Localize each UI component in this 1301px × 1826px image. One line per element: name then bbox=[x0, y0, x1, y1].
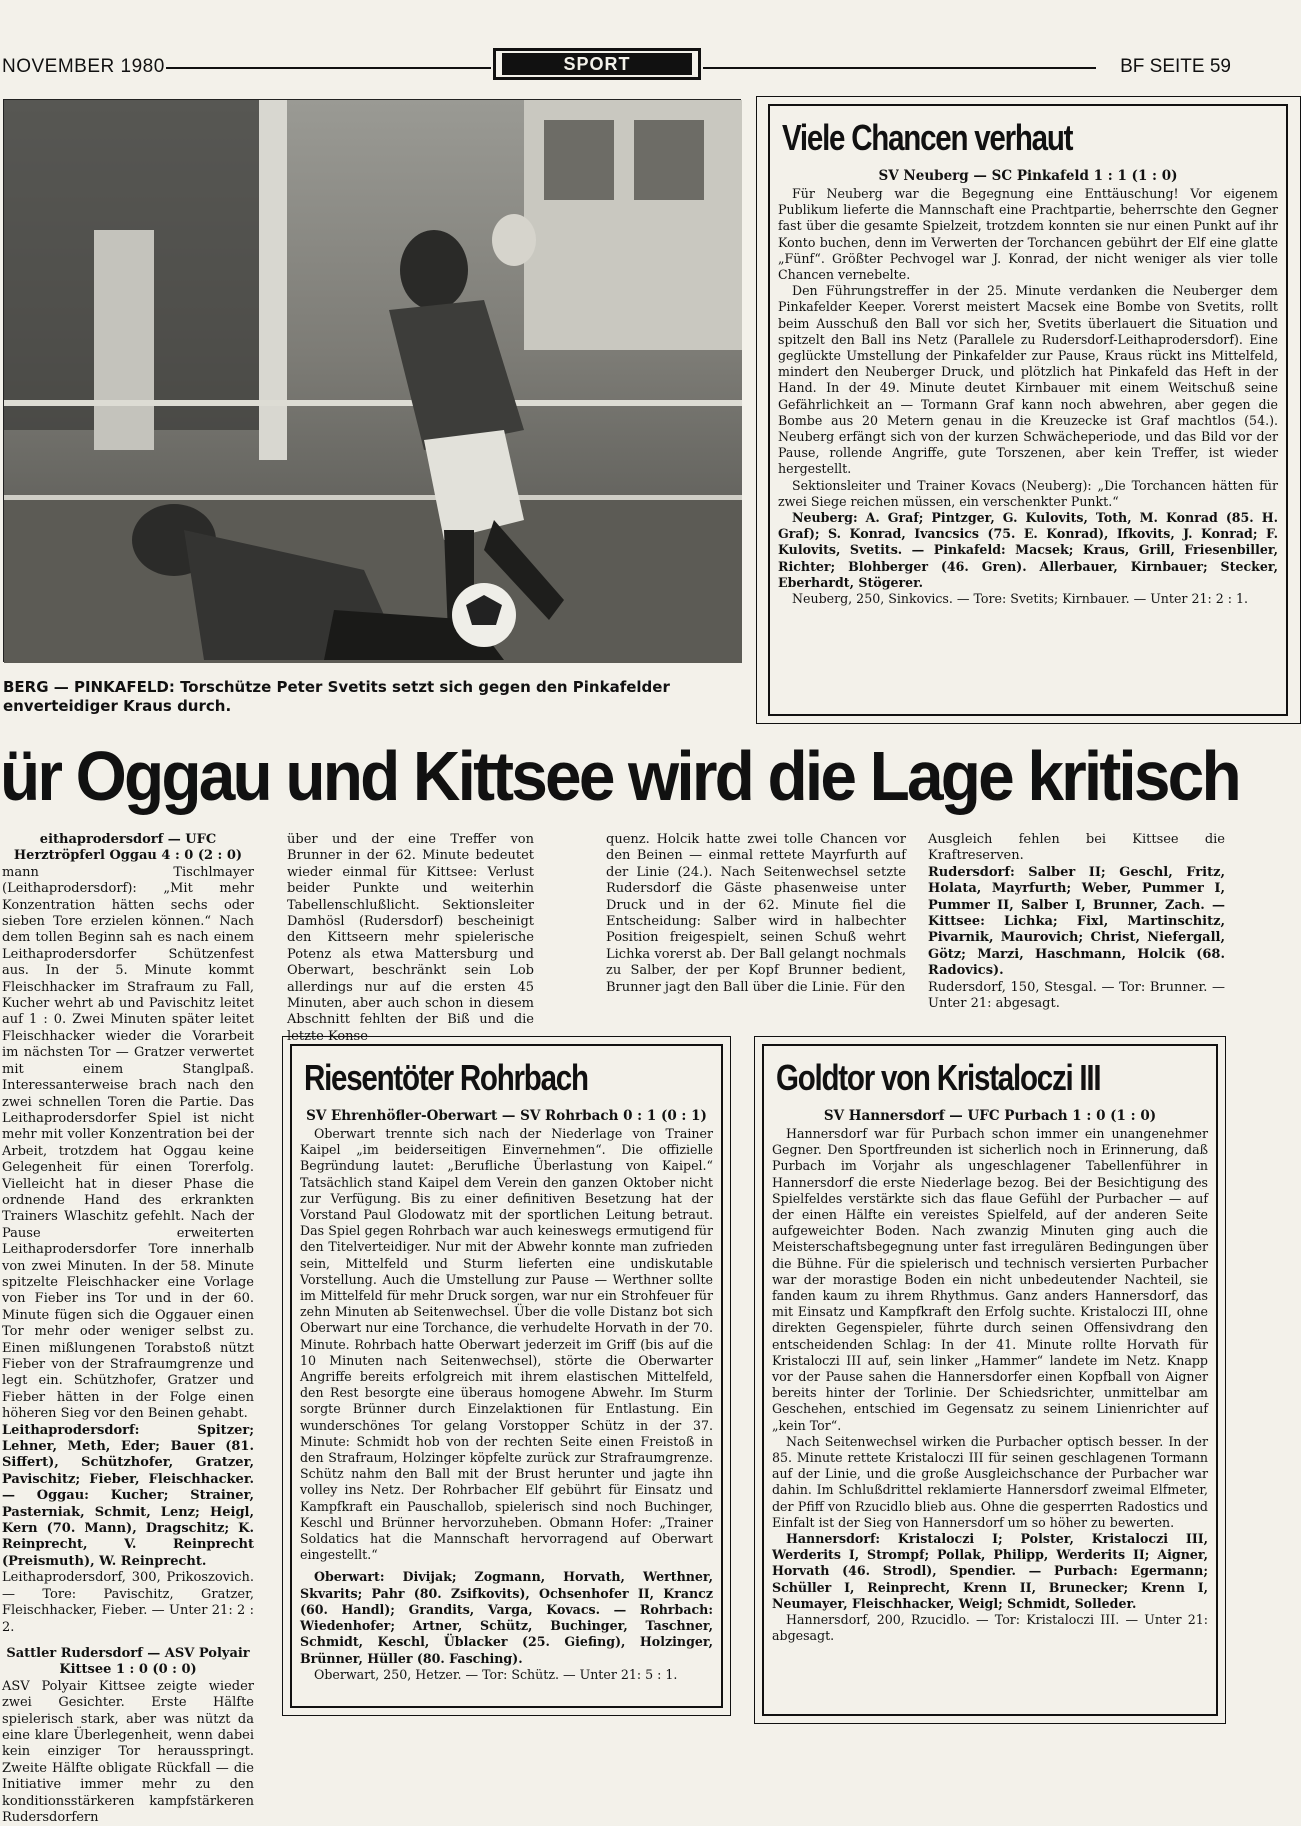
article-column-3 bbox=[606, 832, 906, 1012]
article-column-2 bbox=[287, 832, 534, 1044]
article-neuberg-body bbox=[778, 186, 1278, 607]
section-label-box bbox=[493, 48, 701, 80]
section-label: SPORT bbox=[502, 53, 692, 75]
article-paragraph: ASV Polyair Kittsee zeigte wieder zwei Gesichter. Erste Hälfte spielerisch stark, aber was nützt da eine klare Überlegenheit, wenn dabei kein einziger Tor herausspringt. Zweite Hälfte obligate Rückfall — die Initiative immer mehr zu den konditionsstärkeren kampfstärkeren Rudersdorfern bbox=[2, 1678, 254, 1825]
photo-caption: BERG — PINKAFELD: Torschütze Peter Svetits setzt sich gegen den Pinkafelder enverteidiger Kraus durch. bbox=[3, 678, 670, 715]
article-neuberg bbox=[768, 104, 1288, 716]
article-neuberg-title: Viele Chancen verhaut bbox=[782, 117, 1073, 158]
header-date: NOVEMBER 1980 bbox=[2, 56, 165, 77]
article-paragraph: mann Tischlmayer (Leithaprodersdorf): „Mit mehr Konzentration hätten sechs oder sieben Tore erzielen können.“ Nach dem tollen Beginn sah es nach einem Leithaprodersdorfer Schützenfest aus. In der 5. Minute kommt Fleischhacker im Strafraum zu Fall, Kucher wehrt ab und Pavischitz leitet auf 1 : 0. Zwei Minuten später leitet Fleischhacker wieder die Vorarbeit im nächsten Tor — Gratzer verwertet mit einem Stanglpaß. Interessanterweise brach nach den zwei schnellen Toren die Partie. Das Leithaprodersdorfer Spiel ist nicht mehr mit voller Konzentration bei der Arbeit, trotzdem hat Oggau keine Gelegenheit für einen Torerfolg. Vielleicht hat in dieser Phase die ordnende Hand des erkrankten Trainers Wlaschitz gefehlt. Nach der Pause erweiterten Leithaprodersdorfer Tore innerhalb von zwei Minuten. In der 58. Minute spitzelte Fleischhacker eine Vorlage von Fieber ins Tor und in der 60. Minute fügen sich die Oggauer einen Tor mehr oder weniger selbst zu. Einen mißlungenen Torabstoß nützt Fieber von der Strafraumgrenze und legt ein. Schützhofer, Gratzer und Fieber hätten in der Folge einen höheren Sieg vor den Beinen gehabt. bbox=[2, 864, 254, 1422]
article-lineup: Hannersdorf: Kristaloczi I; Polster, Kristaloczi III, Werderits I, Strompf; Pollak, Philipp, Werderits II; Aigner, Horvath (46. Strodl), Spendier. — Purbach: Egermann; Schüller I, Reinprecht, Krenn II, Brunecker; Krenn I, Neumayer, Fleischhacker, Weigl; Schmidt, Solleder. bbox=[772, 1531, 1208, 1611]
article-paragraph: Ausgleich fehlen bei Kittsee die Kraftreserven. bbox=[928, 832, 1225, 864]
article-paragraph: Den Führungstreffer in der 25. Minute verdanken die Neuberger dem Pinkafelder Keeper. Vorerst meistert Macsek eine Bombe von Svetits, rollt beim Ausschuß den Ball vor sich her, Svetits überlauert die Situation und spitzelt den Ball ins Netz (Parallele zu Rudersdorf-Leithaprodersdorf). Eine geglückte Umstellung der Pinkafelder zur Pause, Kraus rückt ins Mittelfeld, mindert den Neuberger Druck, und plötzlich hat Pinkafeld das Heft in der Hand. In der 49. Minute deutet Kirnbauer mit einem Weitschuß seine Gefährlichkeit an — Tormann Graf kann noch abwehren, aber gegen die Bombe aus 20 Metern genau in die Kreuzecke ist Graf machtlos (54.). Neuberg erfängt sich von der kurzen Schwächeperiode, und das Bild vor der Pause, rollende Angriffe, gute Torszenen, aber kein Treffer, ist wieder hergestellt. bbox=[778, 283, 1278, 477]
article-column-1 bbox=[2, 832, 254, 1825]
article-rohrbach bbox=[290, 1044, 723, 1708]
article-hannersdorf bbox=[762, 1044, 1218, 1716]
article-column-4 bbox=[928, 832, 1225, 1012]
article-hannersdorf-body bbox=[772, 1126, 1208, 1645]
article-lineup: Oberwart: Divijak; Zogmann, Horvath, Werthner, Skvarits; Pahr (80. Zsifkovits), Ochsenhofer II, Krancz (60. Handl); Grandits, Varga, Kovacs. — Rohrbach: Wiedenhofer; Artner, Schütz, Buchinger, Taschner, Schmidt, Keschl, Üblacker (25. Giefing), Holzinger, Brünner, Hüller (80. Fasching). bbox=[300, 1569, 713, 1666]
article-lineup: Neuberg: A. Graf; Pintzger, G. Kulovits, Toth, M. Konrad (85. H. Graf); S. Konrad, Ivancsics (75. E. Konrad), Ifkovits, J. Konrad; F. Kulovits, Svetits. — Pinkafeld: Macsek; Kraus, Grill, Friesenbiller, Richter; Blohberger (46. Gren). Allerbauer, Kirnbauer; Stecker, Eberhardt, Stögerer. bbox=[778, 510, 1278, 590]
article-stats: Oberwart, 250, Hetzer. — Tor: Schütz. — Unter 21: 5 : 1. bbox=[314, 1666, 678, 1682]
article-stats: Rudersdorf, 150, Stesgal. — Tor: Brunner. — Unter 21: abgesagt. bbox=[928, 979, 1225, 1012]
article-stats: Neuberg, 250, Sinkovics. — Tore: Svetits; Kirnbauer. — Unter 21: 2 : 1. bbox=[792, 591, 1248, 607]
main-headline: ür Oggau und Kittsee wird die Lage kritisch bbox=[0, 737, 1239, 815]
match-photo bbox=[3, 99, 741, 662]
article-paragraph: Oberwart trennte sich nach der Niederlage von Trainer Kaipel „im beiderseitigen Einvernehmen“. Die offizielle Begründung lautet: „Berufliche Überlastung von Kaipel.“ Tatsächlich stand Kaipel dem Verein den ganzen Oktober nicht zur Verfügung. Bis zu einer definitiven Besetzung hat der Vorstand Paul Glodowatz mit der sportlichen Leitung betraut. Das Spiel gegen Rohrbach war auch keineswegs ermutigend für den Titelverteidiger. Nur mit der Abwehr konnte man zufrieden sein, Mittelfeld und Sturm lieferten eine undiskutable Vorstellung. Auch die Umstellung zur Pause — Werthner sollte im Mittelfeld für mehr Druck sorgen, war nur ein Strohfeuer für zehn Minuten ab Seitenwechsel. Über die volle Distanz bot sich Oberwart nur eine Torchance, die verhudelte Horvath in der 70. Minute. Rohrbach hatte Oberwart jederzeit im Griff (bis auf die 10 Minuten nach Seitenwechsel), störte die Oberwarter Angriffe bereits erfolgreich mit ihrem elastischen Mittelfeld, den Rest besorgte eine überaus homogene Abwehr. Im Sturm sorgte Brünner durch Einzelaktionen für Entlastung. Ein wunderschönes Tor gelang Vorstopper Schütz in der 37. Minute: Schmidt hob von der rechten Seite einen Freistoß in den Strafraum, Holzinger köpfelte zurück zur Strafraumgrenze. Schütz nahm den Ball mit der Brust herunter und jagte ihn volley ins Netz. Der Rohrbacher Elf gebührt für Einsatz und Kampfkraft ein Pauschallob, spielerisch sind noch Buchinger, Keschl und Brünner hervorzuheben. Obmann Hofer: „Trainer Soldatics hat die Mannschaft hervorragend auf Oberwart eingestellt.“ bbox=[300, 1126, 713, 1563]
article-neuberg-subtitle: SV Neuberg — SC Pinkafeld 1 : 1 (1 : 0) bbox=[878, 168, 1178, 184]
article-lineup: Leithaprodersdorf: Spitzer; Lehner, Meth, Eder; Bauer (81. Siffert), Schützhofer, Gratzer, Pavischitz; Fieber, Fleischhacker. — Oggau: Kucher; Strainer, Pasterniak, Schmit, Lenz; Heigl, Kern (70. Mann), Dragschitz; K. Reinprecht, V. Reinprecht (Preismuth), W. Reinprecht. bbox=[2, 1422, 254, 1569]
article-paragraph: Hannersdorf war für Purbach schon immer ein unangenehmer Gegner. Den Sportfreunden ist sicherlich noch in Erinnerung, daß Purbach im Vorjahr als ungeschlagener Tabellenführer in Hannersdorf die erste Niederlage bezog. Bei der Besichtigung des Spielfeldes verstärkte sich das flaue Gefühl der Purbacher — auf der einen Hälfte ein vereistes Spielfeld, auf der anderen Seite aufgeweichter Boden. Nach zwanzig Minuten ging auch die Meisterschaftsbegegnung unter fast irregulären Bedingungen über die Bühne. Für die spielerisch und technisch versierten Purbacher war der morastige Boden ein nicht unbedeutender Nachteil, sie fanden kaum zu ihrem Rhythmus. Ganz anders Hannersdorf, das mit Einsatz und Kampfkraft den Erfolg suchte. Kristaloczi III, ohne direkten Gegenspieler, führte durch seinen Offensivdrang den entscheidenden Schlag: In der 41. Minute rollte Horvath für Kristaloczi III auf, sein linker „Hammer“ landete im Netz. Knapp vor der Pause sahen die Hannersdorfer einen Kopfball von Aigner bereits hinter der Torlinie. Der Schiedsrichter, unmittelbar am Geschehen, entschied im Gegensatz zu seinem Linienrichter auf „kein Tor“. bbox=[772, 1126, 1208, 1433]
article-paragraph: quenz. Holcik hatte zwei tolle Chancen vor den Beinen — einmal rettete Mayrfurth auf der Linie (24.). Nach Seitenwechsel setzte Rudersdorf die Gäste phasenweise unter Druck und in der 62. Minute fiel die Entscheidung: Salber wird in halbechter Position freigespielt, seinen Schuß wehrt Lichka vorerst ab. Der Ball gelangt nochmals zu Salber, der per Kopf Brunner bedient, Brunner jagt den Ball über die Linie. Für den bbox=[606, 832, 906, 995]
page-number: BF SEITE 59 bbox=[1120, 56, 1231, 77]
match-heading: Sattler Rudersdorf — ASV Polyair Kittsee 1 : 0 (0 : 0) bbox=[6, 1645, 250, 1678]
article-hannersdorf-subtitle: SV Hannersdorf — UFC Purbach 1 : 0 (1 : 0) bbox=[823, 1108, 1157, 1124]
article-paragraph: Nach Seitenwechsel wirken die Purbacher optisch besser. In der 85. Minute rettete Kristaloczi III für seinen geschlagenen Tormann auf der Linie, und die große Ausgleichschance der Purbacher war dahin. Im Schlußdrittel reklamierte Hannersdorf zweimal Elfmeter, der Pfiff von Rzucidlo blieb aus. Ohne die gesperrten Radostics und Einfalt ist der Sieg von Hannersdorf um so höher zu bewerten. bbox=[772, 1433, 1208, 1530]
article-paragraph: Sektionsleiter und Trainer Kovacs (Neuberg): „Die Torchancen hätten für zwei Siege reichen müssen, ein verschenkter Punkt.“ bbox=[778, 477, 1278, 509]
match-photo-image bbox=[4, 100, 742, 663]
article-paragraph: über und der eine Treffer von Brunner in der 62. Minute bedeutet wieder einmal für Kittsee: Verlust beider Punkte und weiterhin Tabellenschlußlicht. Sektionsleiter Damhösl (Rudersdorf) bescheinigt den Kittseern mehr spielerische Potenz als etwa Mattersburg und Oberwart, beschränkt sein Lob allerdings nur auf die ersten 45 Minuten, aber auch schon in diesem Abschnitt fehlten der Biß und die letzte Konse- bbox=[287, 832, 534, 1044]
header-rule-left bbox=[166, 67, 491, 69]
article-rohrbach-body bbox=[300, 1126, 713, 1683]
article-lineup: Rudersdorf: Salber II; Geschl, Fritz, Holata, Mayrfurth; Weber, Pummer I, Pummer II, Salber I, Brunner, Zach. — Kittsee: Lichka; Fixl, Martinschitz, Pivarnik, Maurovich; Christ, Niefergall, Götz; Marzi, Haschmann, Holcik (68. Radovics). bbox=[928, 864, 1225, 979]
header-rule-right bbox=[703, 67, 1096, 69]
match-heading: eithaprodersdorf — UFC Herztröpferl Oggau 4 : 0 (2 : 0) bbox=[13, 832, 243, 864]
article-paragraph: Für Neuberg war die Begegnung eine Enttäuschung! Vor eigenem Publikum lieferte die Mannschaft eine Prachtpartie, beherrschte den Gegner fast über die gesamte Spielzeit, trotzdem konnten sie nur einen Punkt auf ihr Konto buchen, denn im Verwerten der Torchancen gebührt der Elf eine glatte „Fünf“. Größter Pechvogel war J. Konrad, der nicht weniger als vier tolle Chancen vernebelte. bbox=[778, 186, 1278, 283]
article-hannersdorf-title: Goldtor von Kristaloczi III bbox=[776, 1057, 1101, 1098]
article-stats: Leithaprodersdorf, 300, Prikoszovich. — Tore: Pavischitz, Gratzer, Fleischhacker, Fieber. — Unter 21: 2 : 2. bbox=[2, 1570, 254, 1635]
article-stats: Hannersdorf, 200, Rzucidlo. — Tor: Kristaloczi III. — Unter 21: abgesagt. bbox=[772, 1612, 1208, 1644]
article-rohrbach-subtitle: SV Ehrenhöfler-Oberwart — SV Rohrbach 0 : 1 (0 : 1) bbox=[306, 1108, 707, 1124]
article-rohrbach-title: Riesentöter Rohrbach bbox=[304, 1057, 588, 1098]
